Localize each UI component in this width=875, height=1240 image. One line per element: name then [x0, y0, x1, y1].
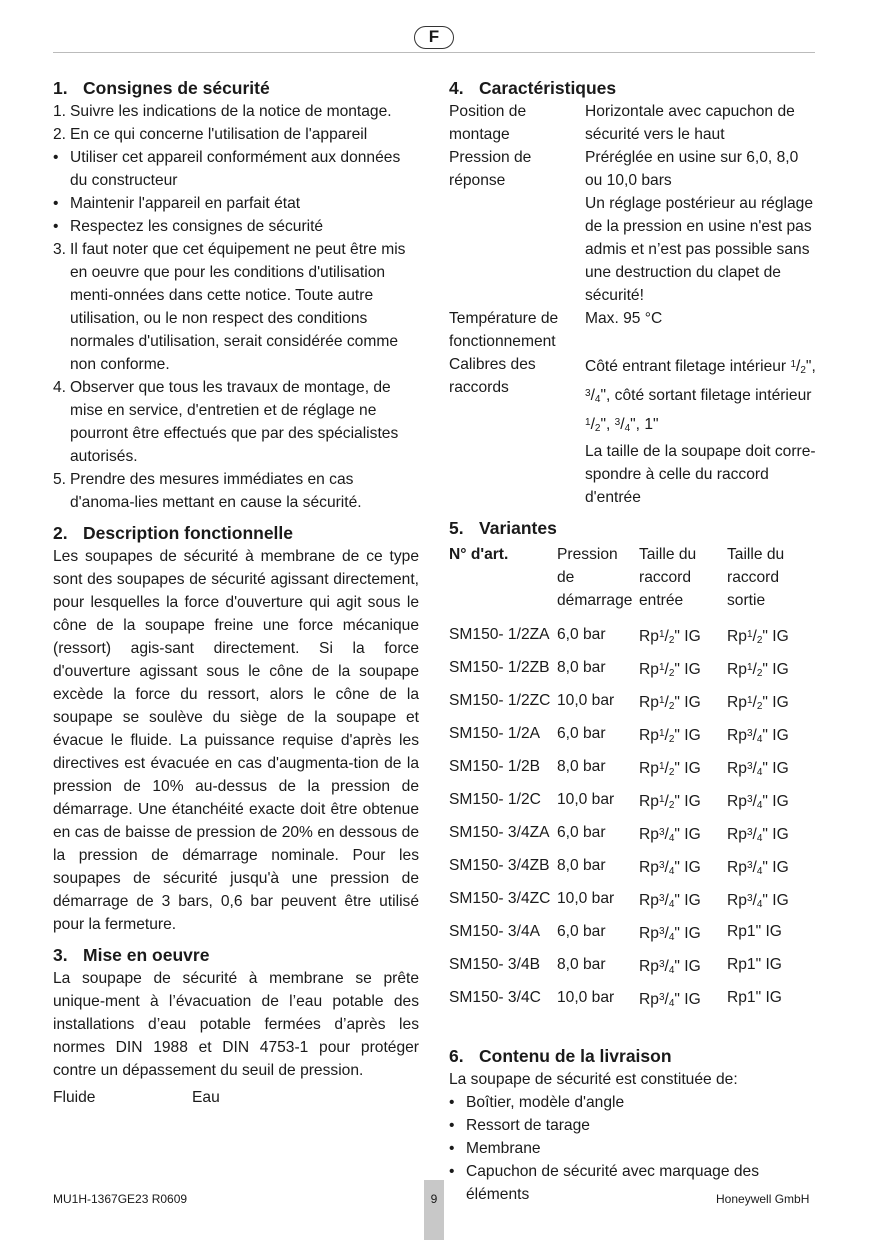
- inlet-size: $Rp^3/_4$" IG: [639, 826, 701, 844]
- variants-table: [449, 543, 817, 1015]
- inlet-size: $Rp^3/_4$" IG: [639, 892, 701, 910]
- characteristic-label: Température de fonctionnement: [449, 310, 559, 350]
- start-pressure: 10,0 bar: [557, 692, 615, 709]
- characteristic-label: [449, 440, 585, 509]
- page-number: 9: [424, 1180, 444, 1240]
- start-pressure: 10,0 bar: [557, 890, 615, 907]
- list-item: [53, 146, 419, 192]
- list-text: Membrane: [466, 1140, 541, 1157]
- article-number: SM150- 3/4C: [449, 989, 541, 1006]
- table-row: [449, 916, 817, 949]
- article-number: SM150- 3/4ZC: [449, 890, 551, 907]
- list-marker: •: [53, 195, 59, 212]
- characteristic-row: [449, 100, 817, 146]
- inlet-size: $Rp^3/_4$" IG: [639, 859, 701, 877]
- section-variants: [449, 517, 817, 1015]
- list-item: [53, 376, 419, 468]
- section-heading: 3. Mise en oeuvre: [53, 945, 210, 965]
- characteristic-row: [449, 440, 817, 509]
- list-item: [53, 192, 419, 215]
- fluid-row: [53, 1086, 419, 1109]
- start-pressure: 8,0 bar: [557, 659, 606, 676]
- outlet-size: $Rp^1/_2$" IG: [727, 661, 789, 679]
- outlet-size: Rp1" IG: [727, 956, 782, 973]
- bullet-marker: •: [449, 1117, 455, 1134]
- characteristic-value: La taille de la soupape doit corre-spondre à celle du raccord d'entrée: [585, 443, 816, 506]
- table-row: [449, 652, 817, 685]
- list-item: [53, 468, 419, 514]
- article-number: SM150- 3/4ZB: [449, 857, 550, 874]
- fluid-value: Eau: [192, 1089, 220, 1106]
- list-text: Utiliser cet appareil conformément aux données du constructeur: [70, 149, 401, 189]
- inlet-size: $Rp^3/_4$" IG: [639, 958, 701, 976]
- outlet-size: $Rp^3/_4$" IG: [727, 760, 789, 778]
- characteristic-row: [449, 146, 817, 192]
- section-heading: 5. Variantes: [449, 518, 557, 538]
- language-badge: F: [414, 26, 454, 49]
- outlet-size: $Rp^3/_4$" IG: [727, 727, 789, 745]
- start-pressure: 10,0 bar: [557, 791, 615, 808]
- inlet-size: $Rp^1/_2$" IG: [639, 628, 701, 646]
- list-marker: •: [53, 149, 59, 166]
- characteristic-label: [449, 192, 585, 307]
- table-row: [449, 949, 817, 982]
- outlet-size: Rp1" IG: [727, 989, 782, 1006]
- start-pressure: 10,0 bar: [557, 989, 615, 1006]
- table-row: [449, 619, 817, 652]
- characteristic-label: Pression de réponse: [449, 149, 532, 189]
- delivery-intro: La soupape de sécurité est constituée de:: [449, 1071, 738, 1088]
- list-item: [449, 1137, 817, 1160]
- document-id: MU1H-1367GE23 R0609: [53, 1192, 188, 1206]
- delivery-list: [449, 1091, 817, 1206]
- characteristic-value: Un réglage postérieur au réglage de la pression en usine n'est pas admis et n’est pas possible sans une destruction du clapet de sécurité!: [585, 195, 813, 304]
- start-pressure: 6,0 bar: [557, 923, 606, 940]
- list-text: Prendre des mesures immédiates en cas d'anoma-lies mettant en cause la sécurité.: [70, 471, 362, 511]
- left-column: [53, 77, 419, 1117]
- list-marker: 2.: [53, 126, 67, 143]
- table-row: [449, 751, 817, 784]
- list-text: Il faut noter que cet équipement ne peut être mis en oeuvre que pour les conditions d'utilisation menti-onnées dans cette notice. Toute autre utilisation, ou le non respect des conditions normales d'utilisation, serait considérée comme non conforme.: [70, 241, 406, 373]
- section-heading: 6. Contenu de la livraison: [449, 1046, 672, 1066]
- list-marker: •: [53, 218, 59, 235]
- list-item: [53, 238, 419, 376]
- header-outlet: Taille du raccord sortie: [727, 546, 785, 609]
- header-pressure: Pression de démarrage: [557, 546, 633, 609]
- outlet-size: $Rp^3/_4$" IG: [727, 826, 789, 844]
- section-usage: [53, 944, 419, 1109]
- inlet-size: $Rp^1/_2$" IG: [639, 793, 701, 811]
- start-pressure: 6,0 bar: [557, 824, 606, 841]
- outlet-size: $Rp^1/_2$" IG: [727, 628, 789, 646]
- table-row: [449, 850, 817, 883]
- section-heading: 4. Caractéristiques: [449, 78, 617, 98]
- right-column: [449, 77, 817, 1214]
- article-number: SM150- 3/4A: [449, 923, 541, 940]
- outlet-size: Rp1" IG: [727, 923, 782, 940]
- list-item: [53, 215, 419, 238]
- table-row: [449, 718, 817, 751]
- characteristic-row: [449, 353, 817, 440]
- section-description: [53, 522, 419, 936]
- outlet-size: $Rp^1/_2$" IG: [727, 694, 789, 712]
- table-row: [449, 982, 817, 1015]
- list-text: Observer que tous les travaux de montage, de mise en service, d'entretien et de réglage ne pourront être effectués que par des spécialistes autorisés.: [70, 379, 399, 465]
- list-item: [449, 1114, 817, 1137]
- bullet-marker: •: [449, 1163, 455, 1180]
- inlet-size: $Rp^1/_2$" IG: [639, 694, 701, 712]
- table-row: [449, 784, 817, 817]
- characteristic-value: Côté entrant filetage intérieur $^1/_2$", $^3/_4$", côté sortant filetage intérieur $^1/_2$", $^3/_4$", 1": [585, 358, 816, 434]
- start-pressure: 6,0 bar: [557, 725, 606, 742]
- characteristic-row: [449, 192, 817, 307]
- header-article: N° d'art.: [449, 546, 509, 563]
- list-marker: 5.: [53, 471, 67, 488]
- characteristic-value: Max. 95 °C: [585, 310, 663, 327]
- list-text: Maintenir l'appareil en parfait état: [70, 195, 301, 212]
- article-number: SM150- 1/2ZC: [449, 692, 551, 709]
- article-number: SM150- 1/2C: [449, 791, 541, 808]
- fluid-label: Fluide: [53, 1089, 96, 1106]
- description-text: Les soupapes de sécurité à membrane de ce type sont des soupapes de sécurité agissant directement, pour lesquelles la force d'ouverture qui agit sous le cône de la soupape freine une force mécanique (ressort) agis-sant directement. Si la force d'ouverture agissant sous le cône de la soupape excède la force du ressort, alors le cône de la soupape se soulève du siège de la soupape et évacue le fluide. La puissance requise d'après les directives est évacuée en cas d'augmenta-tion de la pression de 10% au-dessus de la pression de démarrage. Une étanchéité exacte doit être obtenue en cas de baisse de pression de 20% en dessous de la pression de démarrage nominale. Pour les soupapes de sécurité jusqu'à une pression de démarrage de 3 bars, 0,6 bar peuvent être utilisé pour la fermeture.: [53, 548, 419, 933]
- start-pressure: 8,0 bar: [557, 857, 606, 874]
- list-text: Ressort de tarage: [466, 1117, 590, 1134]
- table-row: [449, 883, 817, 916]
- article-number: SM150- 3/4ZA: [449, 824, 550, 841]
- list-item: [53, 123, 419, 146]
- section-heading: 2. Description fonctionnelle: [53, 523, 294, 543]
- section-delivery: [449, 1045, 817, 1206]
- list-marker: 4.: [53, 379, 67, 396]
- characteristic-label: Calibres des raccords: [449, 356, 536, 396]
- header-divider: [53, 52, 815, 53]
- list-text: En ce qui concerne l'utilisation de l'appareil: [70, 126, 368, 143]
- start-pressure: 6,0 bar: [557, 626, 606, 643]
- bullet-marker: •: [449, 1140, 455, 1157]
- inlet-size: $Rp^1/_2$" IG: [639, 661, 701, 679]
- characteristic-row: [449, 307, 817, 353]
- section-heading: 1. Consignes de sécurité: [53, 78, 270, 98]
- inlet-size: $Rp^3/_4$" IG: [639, 991, 701, 1009]
- section-safety: [53, 77, 419, 514]
- variants-header-row: [449, 543, 817, 619]
- list-text: Boîtier, modèle d'angle: [466, 1094, 625, 1111]
- characteristic-label: Position de montage: [449, 103, 527, 143]
- list-marker: 1.: [53, 103, 67, 120]
- list-text: Capuchon de sécurité avec marquage des éléments: [466, 1163, 759, 1203]
- safety-list: [53, 100, 419, 514]
- company-name: Honeywell GmbH: [716, 1192, 810, 1206]
- usage-text: La soupape de sécurité à membrane se prête unique-ment à l’évacuation de l’eau potable des installations d’eau potable fermées d’après les normes DIN 1988 et DIN 4753-1 pour protéger contre un dépassement du seuil de pression.: [53, 970, 419, 1079]
- table-row: [449, 817, 817, 850]
- section-characteristics: [449, 77, 817, 509]
- article-number: SM150- 1/2A: [449, 725, 541, 742]
- list-text: Suivre les indications de la notice de montage.: [70, 103, 392, 120]
- list-marker: 3.: [53, 241, 67, 258]
- characteristic-value: Préréglée en usine sur 6,0, 8,0 ou 10,0 bars: [585, 149, 799, 189]
- article-number: SM150- 1/2ZA: [449, 626, 550, 643]
- article-number: SM150- 3/4B: [449, 956, 541, 973]
- list-text: Respectez les consignes de sécurité: [70, 218, 324, 235]
- inlet-size: $Rp^1/_2$" IG: [639, 760, 701, 778]
- article-number: SM150- 1/2ZB: [449, 659, 550, 676]
- bullet-marker: •: [449, 1094, 455, 1111]
- list-item: [53, 100, 419, 123]
- outlet-size: $Rp^3/_4$" IG: [727, 892, 789, 910]
- start-pressure: 8,0 bar: [557, 758, 606, 775]
- table-row: [449, 685, 817, 718]
- inlet-size: $Rp^3/_4$" IG: [639, 925, 701, 943]
- outlet-size: $Rp^3/_4$" IG: [727, 859, 789, 877]
- list-item: [449, 1091, 817, 1114]
- start-pressure: 8,0 bar: [557, 956, 606, 973]
- outlet-size: $Rp^3/_4$" IG: [727, 793, 789, 811]
- characteristic-value: Horizontale avec capuchon de sécurité vers le haut: [585, 103, 795, 143]
- characteristics-table: [449, 100, 817, 509]
- header-inlet: Taille du raccord entrée: [639, 546, 697, 609]
- inlet-size: $Rp^1/_2$" IG: [639, 727, 701, 745]
- article-number: SM150- 1/2B: [449, 758, 541, 775]
